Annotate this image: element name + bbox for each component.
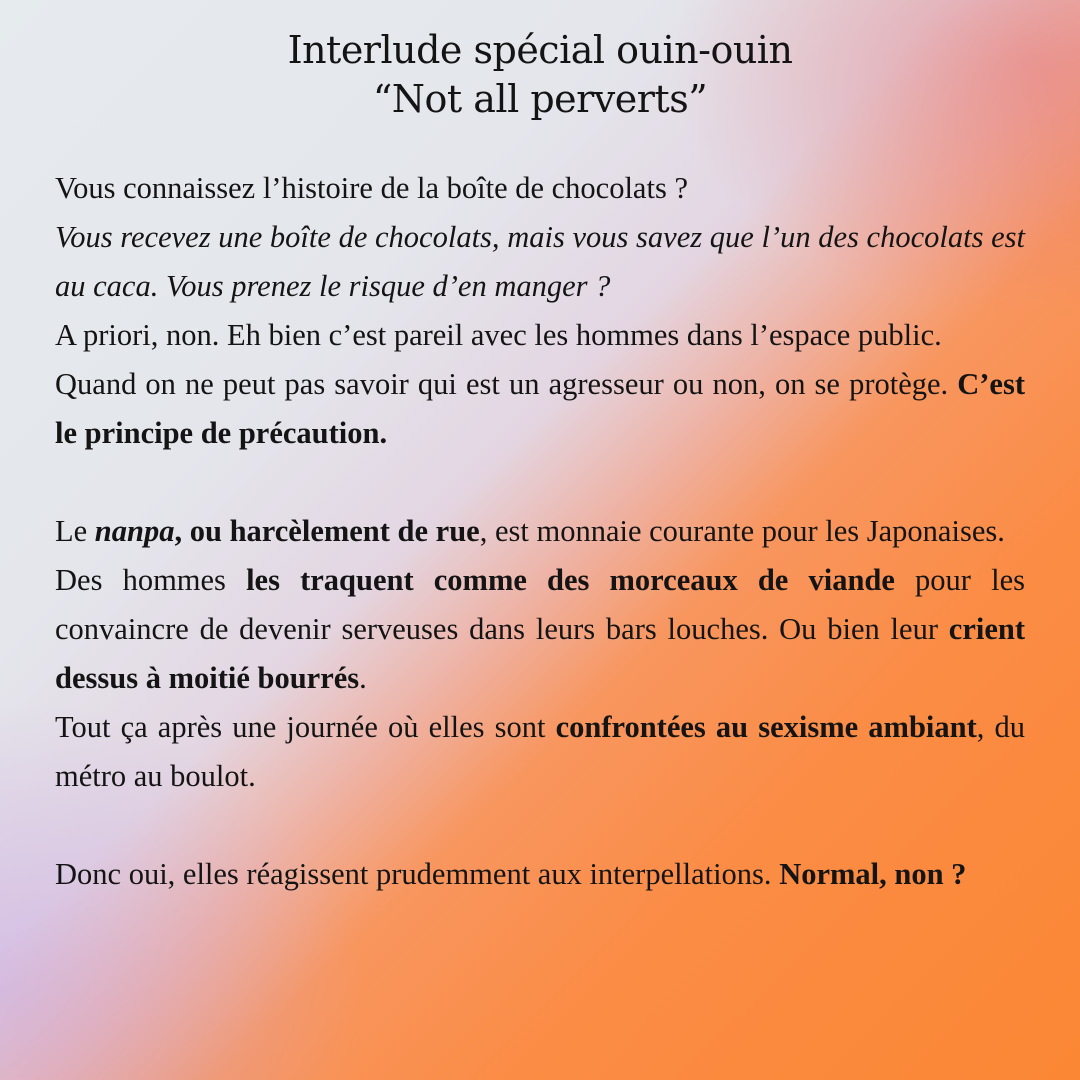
nanpa-term: nanpa <box>94 514 175 548</box>
precaution-paragraph <box>55 360 1025 458</box>
title-line-2: “Not all perverts” <box>372 77 708 121</box>
men-start: Des hommes <box>55 563 247 597</box>
chocolate-scenario: Vous recevez une boîte de chocolats, mais vous savez que l’un des chocolats est au caca. Vous prenez le risque d’en manger ? <box>55 220 1025 303</box>
men-bold: les traquent comme des morceaux de viande <box>246 563 895 597</box>
precaution-bold: C’est le principe de précaution. <box>55 367 1025 450</box>
chocolate-question: Vous connaissez l’histoire de la boîte de chocolats ? <box>55 171 688 205</box>
nanpa-paragraph <box>55 507 1025 556</box>
shout-bold: crient dessus à moitié bourrés <box>55 612 1025 695</box>
body-text <box>55 164 1025 899</box>
men-rest: pour les convaincre de devenir serveuses dans leurs bars louches. Ou bien leur <box>55 563 1025 646</box>
nanpa-prefix: Le <box>55 514 95 548</box>
conclusion-bold: Normal, non ? <box>779 857 967 891</box>
conclusion-text: Donc oui, elles réagissent prudemment aux interpellations. <box>55 857 780 891</box>
harassment-rest: , est monnaie courante pour les Japonaises. <box>479 514 1005 548</box>
harassment-bold: , ou harcèlement de rue <box>174 514 480 548</box>
sexism-end: , du métro au boulot. <box>55 710 1026 793</box>
shout-end: . <box>359 661 367 695</box>
paragraph-gap <box>55 801 1025 850</box>
conclusion-paragraph <box>55 850 1025 899</box>
sexism-bold: confrontées au sexisme ambiant <box>555 710 977 744</box>
men-paragraph <box>55 556 1025 703</box>
precaution-text: Quand on ne peut pas savoir qui est un agresseur ou non, on se protège. <box>55 367 958 401</box>
chocolate-answer: A priori, non. Eh bien c’est pareil avec les hommes dans l’espace public. <box>55 318 942 352</box>
sexism-start: Tout ça après une journée où elles sont <box>55 710 556 744</box>
paragraph-gap <box>55 458 1025 507</box>
sexism-paragraph <box>55 703 1025 801</box>
page-title <box>0 26 1080 124</box>
title-line-1: Interlude spécial ouin-ouin <box>287 28 793 72</box>
